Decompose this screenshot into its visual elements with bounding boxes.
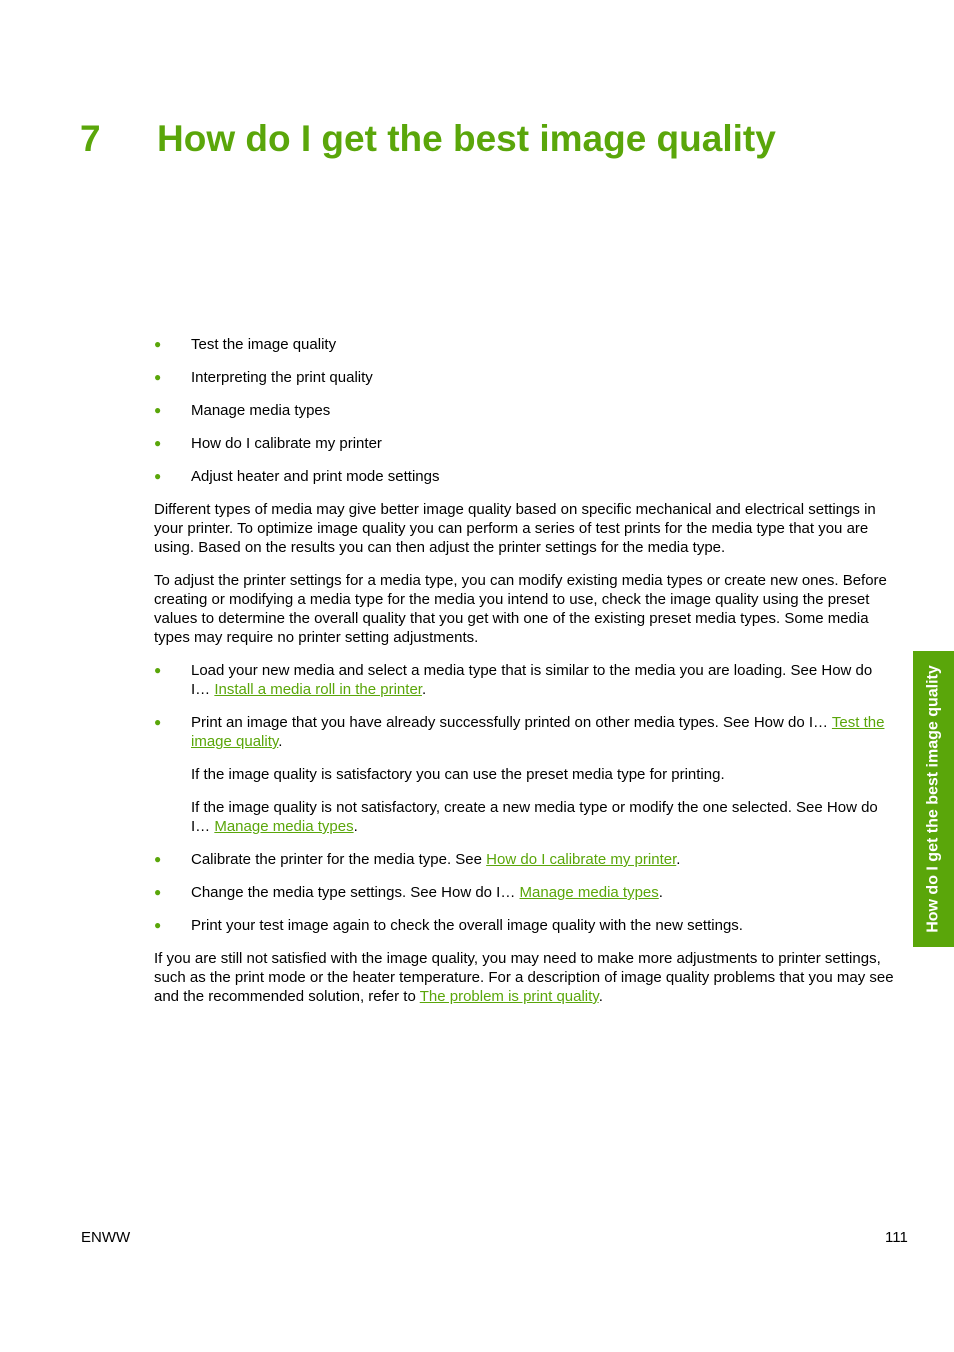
step-item: ● Change the media type settings. See How do I… Manage media types. bbox=[154, 884, 663, 901]
link-install-media-roll[interactable]: Install a media roll in the printer bbox=[214, 681, 422, 698]
link-manage-media-types[interactable]: Manage media types bbox=[519, 884, 659, 901]
chapter-toc bbox=[154, 335, 894, 486]
chapter-number: 7 bbox=[80, 118, 101, 159]
intro-paragraph: Different types of media may give better image quality based on specific mechanical and electrical settings in your printer. To optimize image quality you can perform a series of test prints for the media type that you are using. Based on the results you can then adjust the printer settings for the media type. bbox=[154, 501, 876, 556]
toc-item[interactable]: ● Adjust heater and print mode settings bbox=[154, 468, 440, 485]
link-manage-media-types[interactable]: Manage media types bbox=[214, 818, 354, 835]
bullet-icon: ● bbox=[154, 918, 162, 932]
chapter-side-tab bbox=[913, 651, 954, 947]
step-item: ● Print your test image again to check the overall image quality with the new settings. bbox=[154, 917, 743, 934]
toc-item[interactable]: ● How do I calibrate my printer bbox=[154, 435, 382, 452]
step-item: ● Calibrate the printer for the media type. See How do I calibrate my printer. bbox=[154, 851, 681, 868]
closing-paragraph: If you are still not satisfied with the image quality, you may need to make more adjustments to printer settings, such as the print mode or the heater temperature. For a description of image quality problems that you may see and the recommended solution, refer to The problem is print quality. bbox=[154, 950, 894, 1005]
bullet-icon: ● bbox=[154, 469, 162, 483]
intro-paragraph: To adjust the printer settings for a media type, you can modify existing media types or create new ones. Before creating or modifying a media type for the media you intend to use, check the image quality using the preset values to determine the overall quality that you get with one of the existing preset media types. Some media types may require no printer setting adjustments. bbox=[154, 572, 887, 646]
page-content bbox=[154, 335, 894, 1020]
bullet-icon: ● bbox=[154, 337, 162, 351]
chapter-title bbox=[80, 112, 776, 166]
footer-left: ENWW bbox=[81, 1229, 131, 1246]
bullet-icon: ● bbox=[154, 885, 162, 899]
link-print-quality-problem[interactable]: The problem is print quality bbox=[419, 988, 599, 1005]
bullet-icon: ● bbox=[154, 436, 162, 450]
toc-item[interactable]: ● Interpreting the print quality bbox=[154, 369, 373, 386]
toc-item[interactable]: ● Test the image quality bbox=[154, 336, 337, 353]
step-note: If the image quality is satisfactory you can use the preset media type for printing. bbox=[191, 766, 725, 783]
bullet-icon: ● bbox=[154, 403, 162, 417]
bullet-icon: ● bbox=[154, 370, 162, 384]
bullet-icon: ● bbox=[154, 715, 162, 729]
link-calibrate-printer[interactable]: How do I calibrate my printer bbox=[486, 851, 677, 868]
step-note: If the image quality is not satisfactory, create a new media type or modify the one selected. See How do I… Manage media types. bbox=[191, 799, 878, 835]
steps-list bbox=[154, 661, 894, 935]
bullet-icon: ● bbox=[154, 663, 162, 677]
side-tab-label: How do I get the best image quality bbox=[924, 665, 942, 933]
toc-item[interactable]: ● Manage media types bbox=[154, 402, 331, 419]
link-test-image-quality[interactable]: Test the image quality bbox=[191, 714, 885, 750]
step-item: ● Load your new media and select a media type that is similar to the media you are loading. See How do I… Install a media roll in the printer. bbox=[154, 662, 873, 698]
bullet-icon: ● bbox=[154, 852, 162, 866]
step-item: ● Print an image that you have already successfully printed on other media types. See How do I… Test the image quality. If the image quality is satisfactory you can use the preset media type for printing. If the image quality is not satisfactory, create a new media type or modify the one selected. See How do I… Manage media types. bbox=[154, 713, 894, 836]
page-number: 111 bbox=[885, 1229, 908, 1246]
chapter-title-text: How do I get the best image quality bbox=[157, 118, 776, 159]
